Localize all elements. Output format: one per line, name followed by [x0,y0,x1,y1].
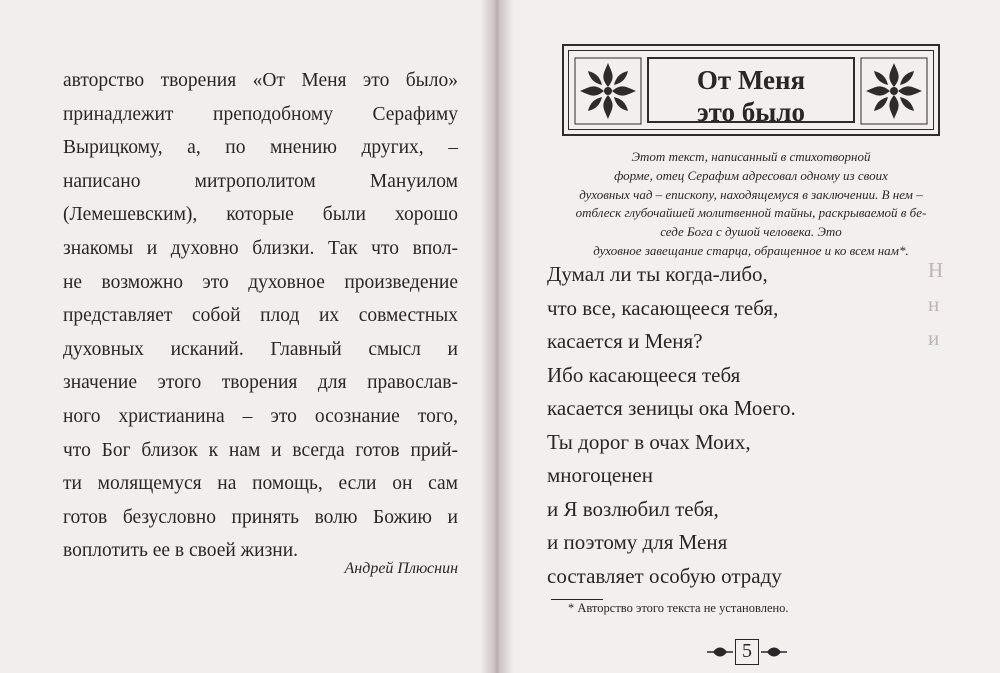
text-line: знакомы и духовно близки. Так что впол- [63,237,458,259]
poem-line: и Я возлюбил тебя, [547,496,719,521]
intro-line: духовное завещание старца, обращенное и ко всем нам*. [593,242,909,258]
intro-line: духовных чад – епископу, находящемуся в заключении. В нем – [579,186,923,202]
author-signature: Андрей Плюснин [344,560,458,577]
footnote-divider [551,599,603,600]
text-line: значение этого творения для православ- [63,372,458,394]
page-number: 5 [735,639,759,665]
intro-paragraph [560,148,942,261]
intro-line: форме, отец Серафим адресовал одному из своих [614,167,888,183]
left-page-body [63,64,458,568]
intro-line: отблеск глубочайшей молитвенной тайны, раскрываемой в бе- [575,205,927,221]
intro-line: седе Бога с душой человека. Это [660,224,842,240]
text-line: представляет собой плод их совместных [63,305,458,327]
page-title: От Меня [696,65,806,95]
poem-line: Ибо касающееся тебя [547,362,741,387]
text-line: (Лемешевским), которые были хорошо [63,204,458,226]
banner-inner-frame [568,50,934,130]
text-line: воплотить ее в своей жизни. [63,540,299,562]
page-number-ornament [705,636,789,668]
title-frame [647,57,855,127]
text-line: готов безусловно принять волю Божию и [63,506,458,528]
poem-body [547,258,796,593]
poem-line: Думал ли ты когда-либо, [547,262,768,286]
text-line: авторство творения «От Меня это было» [63,70,458,91]
footnote: * Авторство этого текста не установлено. [568,601,789,615]
title-banner [562,44,940,136]
text-line: ти молящемуся на помощь, если он сам [63,473,458,495]
floral-cross-ornament-icon [860,57,928,125]
text-line: не возможно это духовное произведение [63,271,458,293]
text-line: Вырицкому, а, по мнению других, – [63,137,458,159]
poem-line: и поэтому для Меня [547,530,728,554]
poem-line: Ты дорог в очах Моих, [547,429,751,454]
text-line: духовных исканий. Главный смысл и [63,338,458,360]
text-line: ного христианина – это осознание того, [63,405,458,427]
text-line: написано митрополитом Мануилом [63,170,458,192]
book-gutter [480,0,514,673]
poem-line: многоценен [547,463,653,487]
floral-cross-ornament-icon [574,57,642,125]
show-through-text: и [928,326,940,350]
show-through-text: Н [928,258,944,282]
page-title: это было [696,97,806,127]
poem-line: касается зеницы ока Моего. [547,396,796,420]
text-line: что Бог близок к нам и всегда готов прий- [63,439,458,461]
poem-line: составляет особую отраду [547,563,782,588]
text-line: принадлежит преподобному Серафиму [63,103,458,125]
intro-line: Этот текст, написанный в стихотворной [631,149,871,164]
show-through-text: н [928,292,940,316]
poem-line: касается и Меня? [547,329,703,353]
poem-line: что все, касающееся тебя, [547,295,779,320]
